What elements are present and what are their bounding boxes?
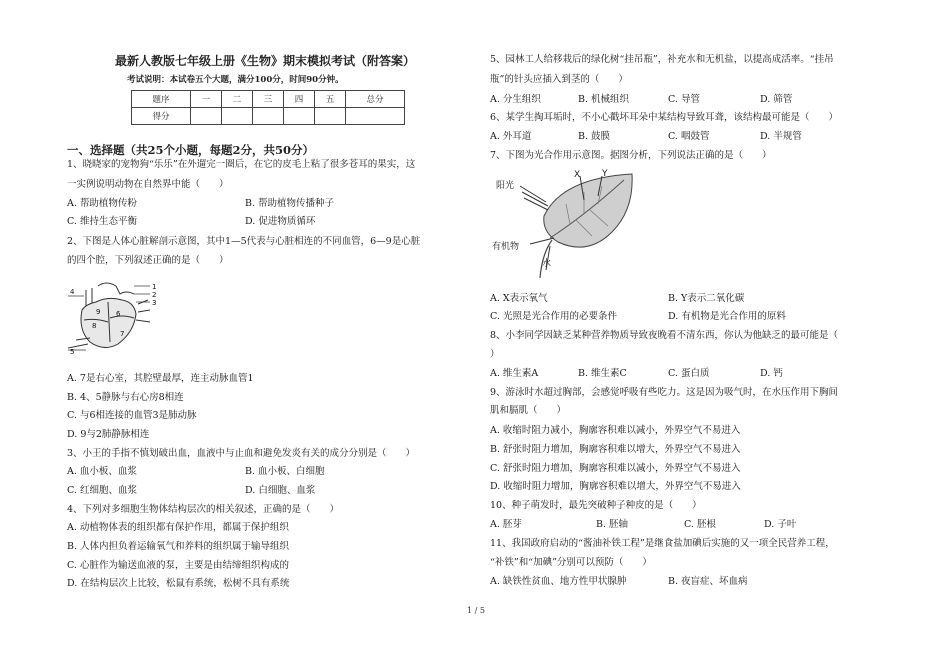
heart-label: 8 xyxy=(92,322,97,330)
leaf-label-y: Y xyxy=(602,169,608,179)
score-cell xyxy=(346,108,405,125)
question-text: 8、小李同学因缺乏某种营养物质导致夜晚看不清东西，你认为他缺乏的最可能是（ xyxy=(490,330,839,341)
question-text: 7、下图为光合作用示意图。据图分析，下列说法正确的是（ ） xyxy=(490,150,772,161)
question-text: “补铁”和“加碘”分别可以预防（ ） xyxy=(490,557,652,568)
heart-label: 5 xyxy=(70,348,75,355)
option: C. 舒张时阻力增加，胸廓容积难以减小，外界空气不易进入 xyxy=(490,463,741,474)
option: B. 4、5静脉与右心房8相连 xyxy=(67,392,184,403)
heart-label: 6 xyxy=(116,310,121,318)
option: A. X表示氧气 xyxy=(490,293,548,304)
score-table-row xyxy=(132,108,405,125)
score-header-cell: 三 xyxy=(253,91,284,108)
option: B. 鼓膜 xyxy=(578,131,611,142)
option: C. 蛋白质 xyxy=(668,368,710,379)
option: D. 子叶 xyxy=(764,519,797,530)
score-header-cell: 题序 xyxy=(132,91,191,108)
question-text: 3、小王的手指不慎划破出血，血液中与止血和避免发炎有关的成分分别是（ ） xyxy=(67,448,416,459)
question-text: 9、游泳时水超过胸部，会感觉呼吸有些吃力。这是因为吸气时，在水压作用下胸间 xyxy=(490,387,839,398)
question-text: 瓶”的针头应插入到茎的（ ） xyxy=(490,74,628,85)
score-header-cell: 二 xyxy=(222,91,253,108)
option: A. 帮助植物传粉 xyxy=(67,198,137,209)
option: A. 分生组织 xyxy=(490,94,541,105)
section-heading: 一、选择题（共25个小题，每题2分，共50分） xyxy=(67,143,315,157)
score-table-header-row xyxy=(132,91,405,108)
option: B. Y表示二氧化碳 xyxy=(668,293,745,304)
leaf-label-sun: 阳光 xyxy=(496,181,515,191)
question-text: 的四个腔，下列叙述正确的是（ ） xyxy=(67,255,229,266)
question-text: 11、我国政府启动的“酱油补铁工程”是继食盐加碘后实施的又一项全民营养工程， xyxy=(490,538,835,549)
option: B. 机械组织 xyxy=(578,94,630,105)
heart-vessel xyxy=(68,338,90,348)
option: D. 收缩时阻力增加，胸廓容积难以增大，外界空气不易进入 xyxy=(490,481,741,492)
heart-diagram xyxy=(68,280,160,355)
score-header-cell: 五 xyxy=(315,91,346,108)
page-number: 1 / 5 xyxy=(467,606,485,615)
leaf-label-organic: 有机物 xyxy=(492,242,520,252)
score-table xyxy=(131,90,405,125)
heart-label: 3 xyxy=(152,299,157,307)
option: C. 红细胞、血浆 xyxy=(67,485,137,496)
score-cell xyxy=(315,108,346,125)
question-text: ） xyxy=(490,349,500,360)
option: D. 钙 xyxy=(760,368,783,379)
score-row-label: 得分 xyxy=(132,108,191,125)
option: D. 半规管 xyxy=(760,131,802,142)
question-text: 一实例说明动物在自然界中能（ ） xyxy=(67,179,229,190)
heart-label: 4 xyxy=(70,288,75,296)
question-text: 1、晓晓家的宠物狗“乐乐”在外遛完一圈后，在它的皮毛上粘了很多苍耳的果实，这 xyxy=(67,159,416,170)
question-text: 6、某学生掏耳垢时，不小心戳坏耳朵中某结构导致耳聋，该结构最可能是（ ） xyxy=(490,112,839,123)
heart-label: 9 xyxy=(96,308,101,316)
question-text: 5、园林工人给移栽后的绿化树“挂吊瓶”，补充水和无机盐，以提高成活率。“挂吊 xyxy=(490,54,834,65)
option: B. 胚轴 xyxy=(596,519,629,530)
option: A. 7是右心室，其腔壁最厚，连主动脉血管1 xyxy=(67,373,254,384)
option: B. 血小板、白细胞 xyxy=(245,466,325,477)
option: B. 人体内担负着运输氧气和养料的组织属于输导组织 xyxy=(67,541,290,552)
score-cell xyxy=(284,108,315,125)
option: D. 白细胞、血浆 xyxy=(245,485,316,496)
option: C. 导管 xyxy=(668,94,700,105)
option: A. 血小板、血浆 xyxy=(67,466,137,477)
option: B. 帮助植物传播种子 xyxy=(245,198,335,209)
option: C. 光照是光合作用的必要条件 xyxy=(490,311,617,322)
leaf-illustration xyxy=(540,174,632,278)
score-header-cell: 总分 xyxy=(346,91,405,108)
question-text: 2、下图是人体心脏解剖示意图，其中1—5代表与心脏相连的不同血管，6—9是心脏 xyxy=(67,236,421,247)
heart-label: 2 xyxy=(152,291,157,299)
heart-illustration xyxy=(68,283,150,348)
heart-vessel xyxy=(136,300,150,322)
option: B. 维生素C xyxy=(578,368,627,379)
leaf-label-water: 水 xyxy=(542,259,552,269)
option: A. 外耳道 xyxy=(490,131,532,142)
exam-note: 考试说明：本试卷五个大题，满分100分，时间90分钟。 xyxy=(127,75,344,85)
leaf-label-x: X xyxy=(574,170,581,180)
question-text: 4、下列对多细胞生物体结构层次的相关叙述，正确的是（ ） xyxy=(67,504,340,515)
photosynthesis-diagram xyxy=(492,166,642,282)
option: D. 筛管 xyxy=(760,94,793,105)
option: D. 在结构层次上比较，松鼠有系统，松树不具有系统 xyxy=(67,578,290,589)
option: B. 舒张时阻力增加，胸廓容积难以增大，外界空气不易进入 xyxy=(490,444,741,455)
option: C. 胚根 xyxy=(684,519,716,530)
score-header-cell: 一 xyxy=(191,91,222,108)
option: A. 维生素A xyxy=(490,368,539,379)
option: A. 动植物体表的组织都有保护作用，都属于保护组织 xyxy=(67,522,289,533)
sunlight-arrow xyxy=(520,186,548,210)
option: A. 缺铁性贫血、地方性甲状腺肿 xyxy=(490,576,627,587)
option: C. 维持生态平衡 xyxy=(67,216,137,227)
heart-label: 7 xyxy=(120,330,125,338)
option: C. 心脏作为输送血液的泵，主要是由结缔组织构成的 xyxy=(67,560,289,571)
score-cell xyxy=(191,108,222,125)
page-title: 最新人教版七年级上册《生物》期末模拟考试（附答案） xyxy=(115,54,416,68)
option: C. 与6相连接的血管3是肺动脉 xyxy=(67,410,197,421)
score-header-cell: 四 xyxy=(284,91,315,108)
question-text: 肌和膈肌（ ） xyxy=(490,405,567,416)
score-cell xyxy=(222,108,253,125)
question-text: 10、种子萌发时，最先突破种子种皮的是（ ） xyxy=(490,500,702,511)
option: A. 胚芽 xyxy=(490,519,522,530)
score-cell xyxy=(253,108,284,125)
heart-label: 1 xyxy=(152,283,157,291)
heart-vessel xyxy=(98,283,134,294)
option: B. 夜盲症、坏血病 xyxy=(668,576,748,587)
option: A. 收缩时阻力减小，胸廓容积难以减小，外界空气不易进入 xyxy=(490,425,741,436)
option: C. 咽鼓管 xyxy=(668,131,710,142)
option: D. 有机物是光合作用的原料 xyxy=(668,311,786,322)
option: D. 9与2肺静脉相连 xyxy=(67,429,150,440)
option: D. 促进物质循环 xyxy=(245,216,316,227)
